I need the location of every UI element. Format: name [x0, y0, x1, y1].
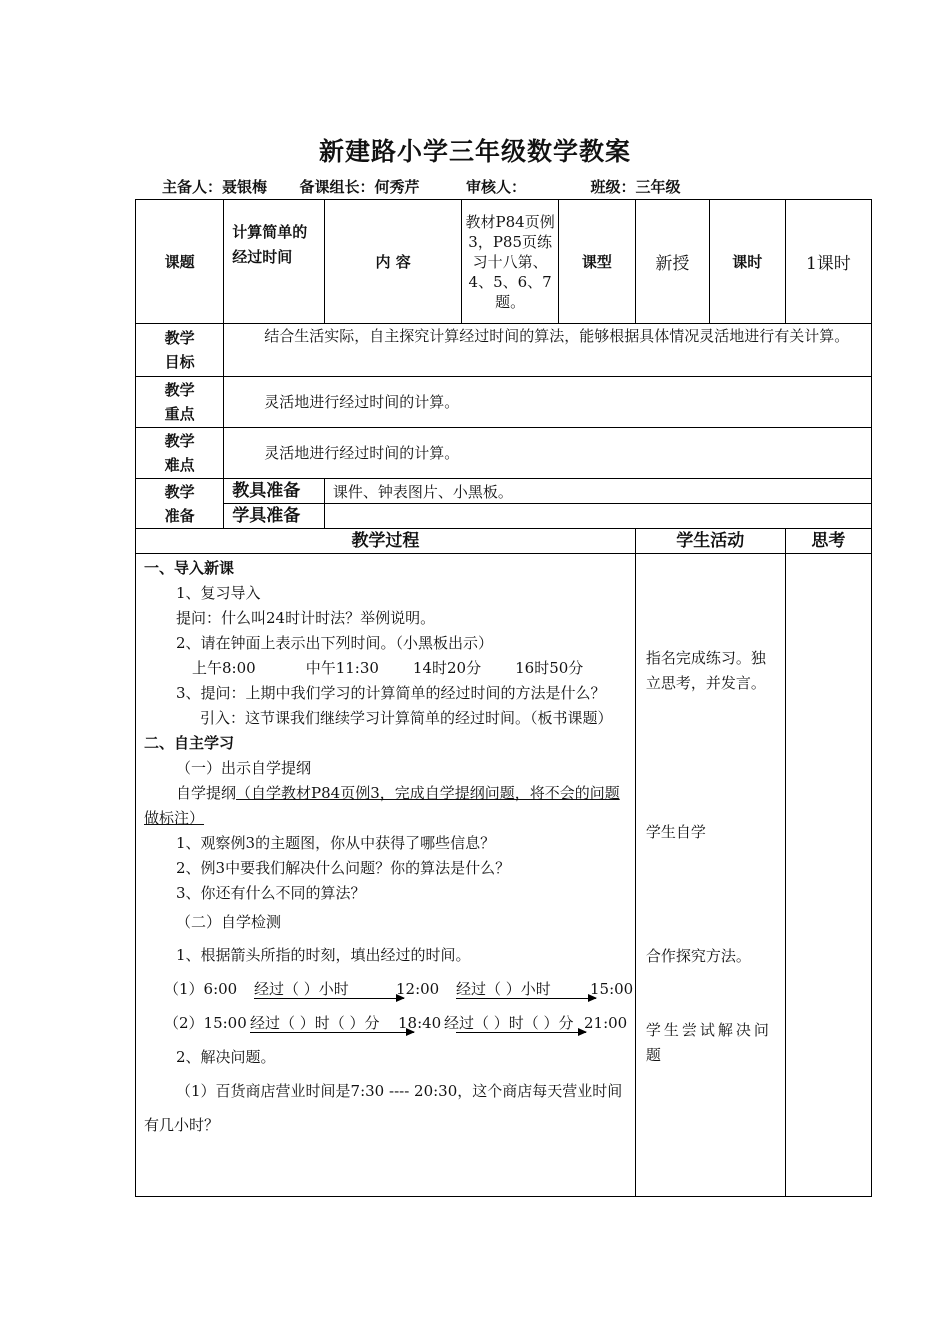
- section-2-title: 二、自主学习: [144, 734, 235, 752]
- step-1-5: 引入：这节课我们继续学习计算简单的经过时间。（板书课题）: [200, 709, 613, 727]
- process-cell: [136, 554, 636, 1197]
- activity-3: 合作探究方法。: [645, 947, 751, 965]
- process-content: [136, 554, 635, 1142]
- key-row: [136, 377, 872, 428]
- ex1-mid: 12:00: [396, 980, 440, 998]
- time-list: [144, 656, 627, 681]
- student-tools-label: 学具准备: [224, 504, 325, 529]
- ex2-mid: 18:40: [398, 1014, 442, 1032]
- step-2-1: （一）出示自学提纲: [176, 759, 312, 777]
- arrow-icon: [456, 998, 596, 999]
- step-2-9: （1）百货商店营业时间是7:30 ---- 20:30，这个商店每天营业时间有几小时？: [144, 1082, 623, 1134]
- header-row: [136, 200, 872, 324]
- reviewer: 审核人：: [465, 178, 526, 196]
- difficulty-text: 灵活地进行经过时间的计算。: [264, 443, 460, 462]
- step-1-1: 1、复习导入: [176, 584, 261, 602]
- ex2-start: （2）15:00: [164, 1014, 247, 1032]
- step-2-4: 2、例3中要我们解决什么问题？你的算法是什么？: [176, 859, 511, 877]
- goal-text: 结合生活实际，自主探究计算经过时间的算法，能够根据具体情况灵活地进行有关计算。: [264, 327, 850, 345]
- goal-row: [136, 324, 872, 377]
- ex1-end: 15:00: [590, 980, 634, 998]
- prep-row-student: [136, 504, 872, 529]
- content-label: 内 容: [324, 200, 462, 324]
- preparer: 主备人：聂银梅: [162, 178, 268, 196]
- process-header: 教学过程: [136, 529, 636, 554]
- ex1-start: （1）6:00: [164, 980, 238, 998]
- time-3: 14时20分: [412, 659, 482, 677]
- step-2-3: 1、观察例3的主题图，你从中获得了哪些信息？: [176, 834, 496, 852]
- key-text-cell: [224, 377, 872, 428]
- topic-value-cell: [224, 200, 325, 324]
- difficulty-label: 教学 难点: [136, 428, 224, 479]
- content-value: 教材P84页例3，P85页练习十八第、4、5、6、7题。: [462, 200, 558, 324]
- step-1-2: 提问：什么叫24时计时法？举例说明。: [176, 609, 436, 627]
- activity-cell: [635, 554, 785, 1197]
- page-title: 新建路小学三年级数学教案: [318, 137, 631, 166]
- key-text: 灵活地进行经过时间的计算。: [264, 392, 460, 411]
- step-2-5: 3、你还有什么不同的算法？: [176, 884, 366, 902]
- type-label: 课型: [558, 200, 635, 324]
- section-1-title: 一、导入新课: [144, 559, 235, 577]
- arrow-icon: [254, 998, 404, 999]
- process-header-row: [136, 529, 872, 554]
- hours-value: 1课时: [785, 200, 871, 324]
- exercise-row-2: [144, 1006, 627, 1040]
- difficulty-text-cell: [224, 428, 872, 479]
- topic-label: 课题: [136, 200, 224, 324]
- type-value: 新授: [635, 200, 709, 324]
- difficulty-row: [136, 428, 872, 479]
- class-grade: 班级：三年级: [590, 178, 681, 196]
- time-1: 上午8:00: [192, 659, 256, 677]
- lesson-plan-table: [135, 199, 872, 1197]
- reflection-header: 思考: [785, 529, 871, 554]
- ex2-end: 21:00: [584, 1014, 628, 1032]
- teacher-tools-label: 教具准备: [224, 479, 325, 504]
- ex1-label-1: 经过（ ）小时: [254, 980, 349, 998]
- process-body-row: [136, 554, 872, 1197]
- hours-label: 课时: [709, 200, 785, 324]
- teacher-tools-value: 课件、钟表图片、小黑板。: [324, 479, 871, 504]
- reflection-cell: [785, 554, 871, 1197]
- arrow-icon: [456, 1032, 586, 1033]
- prep-label: 教学 准备: [136, 479, 224, 529]
- arrow-icon: [250, 1032, 414, 1033]
- prep-row-teacher: [136, 479, 872, 504]
- activity-2: 学生自学: [645, 823, 706, 841]
- key-label: 教学 重点: [136, 377, 224, 428]
- group-leader: 备课组长：何秀芹: [299, 178, 420, 196]
- self-study-outline: 自学提纲（自学教材P84页例3，完成自学提纲问题，将不会的问题做标注）: [144, 784, 620, 827]
- ex1-label-2: 经过（ ）小时: [456, 980, 551, 998]
- ex2-label-1: 经过（ ）时（ ）分: [250, 1014, 380, 1032]
- step-2-8: 2、解决问题。: [176, 1048, 276, 1066]
- goal-text-cell: [224, 324, 872, 377]
- time-2: 中午11:30: [305, 659, 379, 677]
- topic-value: 计算简单的经过时间: [232, 223, 308, 266]
- step-1-4: 3、提问：上期中我们学习的计算简单的经过时间的方法是什么？: [176, 684, 606, 702]
- step-2-6: （二）自学检测: [176, 913, 282, 931]
- activity-4: 学生尝试解决问题: [645, 1021, 772, 1064]
- activity-1: 指名完成练习。独立思考，并发言。: [645, 649, 766, 692]
- exercise-row-1: [144, 972, 634, 1006]
- student-tools-value: [324, 504, 871, 529]
- step-1-3: 2、请在钟面上表示出下列时间。（小黑板出示）: [176, 634, 494, 652]
- goal-label: 教学 目标: [136, 324, 224, 377]
- time-4: 16时50分: [515, 659, 584, 677]
- activity-header: 学生活动: [635, 529, 785, 554]
- ex2-label-2: 经过（ ）时（ ）分: [444, 1014, 574, 1032]
- self-study-outline-detail: （自学教材P84页例3，完成自学提纲问题，将不会的问题做标注）: [144, 784, 620, 827]
- step-2-7: 1、根据箭头所指的时刻，填出经过的时间。: [176, 946, 471, 964]
- meta-line: [162, 176, 680, 197]
